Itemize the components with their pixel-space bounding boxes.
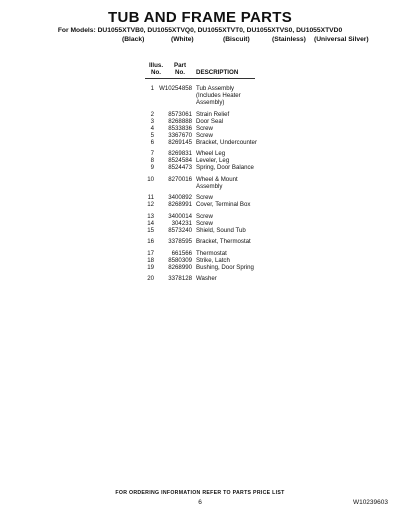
part-description: Wheel & Mount Assembly bbox=[196, 175, 238, 190]
part-number: 3378128 bbox=[168, 275, 192, 282]
illus-number: 11 bbox=[147, 194, 154, 201]
part-description: Strike, Latch bbox=[196, 256, 230, 264]
part-description: Screw bbox=[196, 124, 213, 132]
document-id: W10239603 bbox=[352, 499, 388, 506]
illus-number: 19 bbox=[147, 263, 154, 271]
table-row bbox=[0, 111, 400, 118]
table-row bbox=[0, 164, 400, 171]
page-title: TUB AND FRAME PARTS bbox=[107, 9, 293, 26]
table-row bbox=[0, 264, 400, 271]
part-number: 8270016 bbox=[168, 175, 192, 183]
part-description: Cover, Terminal Box bbox=[196, 201, 251, 208]
table-row bbox=[0, 213, 400, 220]
illus-number: 15 bbox=[147, 226, 154, 234]
part-number: 8269831 bbox=[168, 150, 192, 157]
table-row bbox=[0, 238, 400, 245]
part-number: 8524473 bbox=[168, 164, 192, 171]
table-row bbox=[0, 125, 400, 132]
illus-number: 12 bbox=[147, 201, 154, 208]
finish-black: (Black) bbox=[122, 35, 145, 43]
illus-number: 4 bbox=[150, 124, 154, 132]
table-row bbox=[0, 275, 400, 282]
part-description: Spring, Door Balance bbox=[196, 164, 254, 171]
ordering-note: FOR ORDERING INFORMATION REFER TO PARTS PRICE LIST bbox=[115, 490, 285, 496]
model-list: For Models: DU1055XTVB0, DU1055XTVQ0, DU1055XTVT0, DU1055XTVS0, DU1055XTVD0 bbox=[57, 27, 343, 34]
part-description: Tub Assembly (Includes Heater Assembly) bbox=[196, 85, 241, 106]
illus-number: 14 bbox=[147, 219, 154, 227]
table-row bbox=[0, 157, 400, 164]
illus-number: 20 bbox=[147, 275, 154, 282]
finish-white: (White) bbox=[171, 35, 194, 43]
part-column-header: Part No. bbox=[173, 62, 187, 76]
part-description: Screw bbox=[196, 219, 213, 227]
part-description: Bushing, Door Spring bbox=[196, 263, 254, 271]
part-description: Door Seal bbox=[196, 117, 224, 125]
table-row bbox=[0, 132, 400, 139]
page-number: 6 bbox=[198, 499, 202, 506]
part-description: Bracket, Thermostat bbox=[196, 238, 251, 245]
part-description: Screw bbox=[196, 212, 213, 220]
part-description: Thermostat bbox=[196, 249, 227, 257]
parts-table bbox=[0, 85, 400, 282]
illus-number: 18 bbox=[147, 256, 154, 264]
part-description: Shield, Sound Tub bbox=[196, 226, 246, 234]
part-description: Bracket, Undercounter bbox=[196, 138, 257, 146]
table-row bbox=[0, 250, 400, 257]
part-description: Washer bbox=[196, 275, 217, 282]
part-number: 8573061 bbox=[168, 110, 192, 118]
illus-number: 6 bbox=[150, 138, 154, 146]
part-description: Wheel Leg bbox=[196, 150, 226, 157]
illus-number: 16 bbox=[147, 238, 154, 245]
table-row bbox=[0, 220, 400, 227]
part-number: 8533836 bbox=[168, 124, 192, 132]
part-number: 661566 bbox=[171, 249, 192, 257]
illus-number: 7 bbox=[150, 150, 154, 157]
finish-universal-silver: (Universal Silver) bbox=[314, 35, 369, 43]
table-row bbox=[0, 227, 400, 234]
illus-number: 1 bbox=[150, 85, 154, 92]
illus-number: 2 bbox=[150, 110, 154, 118]
illus-number: 17 bbox=[147, 249, 154, 257]
part-description: Strain Relief bbox=[196, 110, 230, 118]
part-number: 8580309 bbox=[168, 256, 192, 264]
part-number: 304231 bbox=[171, 219, 192, 227]
illus-number: 9 bbox=[150, 164, 154, 171]
part-number: 8269145 bbox=[168, 138, 192, 146]
finish-biscuit: (Biscuit) bbox=[223, 35, 250, 43]
part-description: Leveler, Leg bbox=[196, 157, 230, 164]
part-number: 8268990 bbox=[168, 263, 192, 271]
finish-stainless: (Stainless) bbox=[272, 35, 306, 43]
table-row bbox=[0, 257, 400, 264]
part-number: 8524584 bbox=[168, 157, 192, 164]
table-row bbox=[0, 118, 400, 125]
part-description: Screw bbox=[196, 131, 213, 139]
table-row bbox=[0, 194, 400, 201]
table-row bbox=[0, 85, 400, 106]
part-number: W10254858 bbox=[159, 85, 192, 92]
part-number: 8268888 bbox=[168, 117, 192, 125]
part-number: 3378595 bbox=[168, 238, 192, 245]
part-number: 3400014 bbox=[168, 212, 192, 220]
description-column-header: DESCRIPTION bbox=[196, 69, 239, 76]
table-row bbox=[0, 201, 400, 208]
header-divider bbox=[145, 78, 255, 79]
illus-column-header: Illus. No. bbox=[148, 62, 164, 76]
illus-number: 10 bbox=[147, 175, 154, 183]
part-number: 8573240 bbox=[168, 226, 192, 234]
illus-number: 13 bbox=[147, 212, 154, 220]
part-number: 3367670 bbox=[168, 131, 192, 139]
illus-number: 3 bbox=[150, 117, 154, 125]
part-description: Screw bbox=[196, 194, 213, 201]
part-number: 3400892 bbox=[168, 194, 192, 201]
table-row bbox=[0, 176, 400, 190]
illus-number: 8 bbox=[150, 157, 154, 164]
table-row bbox=[0, 139, 400, 146]
part-number: 8268991 bbox=[168, 201, 192, 208]
illus-number: 5 bbox=[150, 131, 154, 139]
table-row bbox=[0, 150, 400, 157]
